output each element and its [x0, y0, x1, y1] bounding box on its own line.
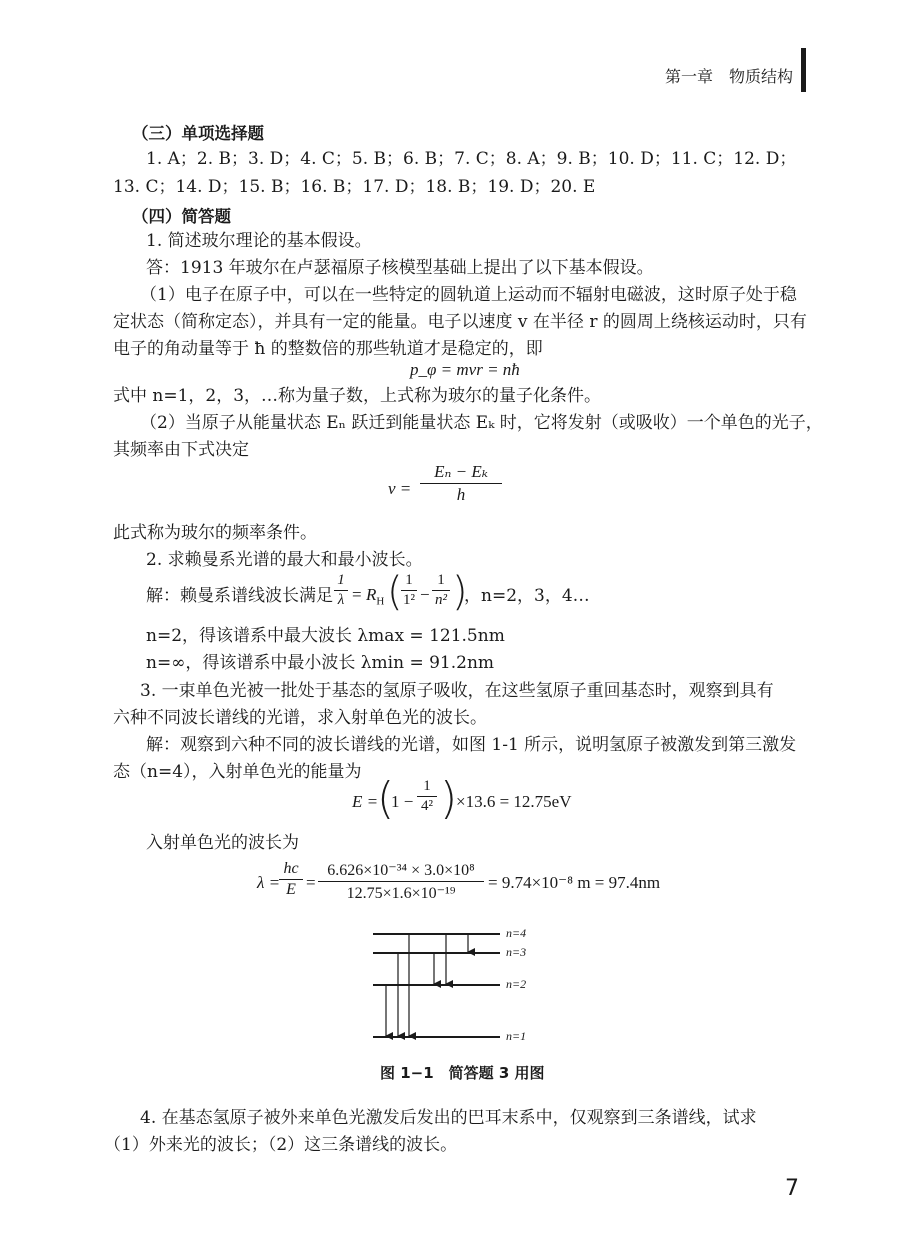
quantization-equation: p_φ = mvr = nħ	[410, 360, 520, 379]
level-label-n1: n=1	[506, 1029, 527, 1043]
numerator: 1	[437, 572, 445, 588]
q3-line1: 3. 一束单色光被一批处于基态的氢原子吸收，在这些氢原子重回基态时，观察到具有	[140, 681, 774, 701]
freq-eq-fraction	[420, 462, 502, 505]
quantization-note: 式中 n=1，2，3，…称为量子数，上式称为玻尔的量子化条件。	[113, 386, 602, 406]
section-title-single-choice: （三）单项选择题	[132, 124, 264, 143]
freq-eq-lhs: ν =	[388, 479, 412, 498]
q1-para1-line2: 定状态（简称定态），并具有一定的能量。电子以速度 v 在半径 r 的圆周上绕核运动时，只有	[113, 312, 807, 332]
q3-solution-line2: 态（n=4），入射单色光的能量为	[113, 762, 362, 782]
header-rule	[801, 48, 806, 92]
q3-solution-line1: 解：观察到六种不同的波长谱线的光谱，如图 1-1 所示，说明氢原子被激发到第三激发	[146, 735, 797, 755]
page-number: 7	[785, 1176, 799, 1201]
q2-solution-suffix: ，n=2，3，4…	[464, 586, 590, 606]
energy-eq-rhs: ×13.6 = 12.75eV	[456, 792, 572, 811]
numerator: hc	[283, 860, 299, 877]
section-title-short-answer: （四）简答题	[132, 207, 231, 226]
freq-eq-denominator: h	[456, 485, 466, 504]
q2-question: 2. 求赖曼系光谱的最大和最小波长。	[146, 550, 423, 570]
q2-one-over-n-sq	[432, 572, 450, 609]
fraction-bar	[318, 881, 484, 882]
denominator: 1²	[403, 592, 415, 608]
minus-sign: −	[420, 585, 430, 604]
denominator: 4²	[421, 798, 433, 814]
numerator: 1	[337, 572, 345, 588]
chapter-header: 第一章 物质结构	[665, 67, 794, 86]
q2-one-over-lambda	[334, 572, 348, 609]
answers-line-1: 1. A；2. B；3. D；4. C；5. B；6. B；7. C；8. A；9. B；10. D；11. C；12. D；	[146, 149, 797, 169]
left-paren: (	[377, 773, 395, 824]
q2-solution-prefix: 解：赖曼系谱线波长满足	[146, 586, 333, 606]
q4-line2: （1）外来光的波长；（2）这三条谱线的波长。	[104, 1135, 458, 1155]
denominator: n²	[435, 592, 447, 608]
q4-line1: 4. 在基态氢原子被外来单色光激发后发出的巴耳末系中，仅观察到三条谱线，试求	[140, 1108, 757, 1128]
level-label-n2: n=2	[506, 977, 527, 991]
lambda-eq-hc-over-E	[279, 860, 303, 899]
q2-one-over-one-sq	[401, 572, 417, 609]
fraction-bar	[279, 879, 303, 880]
q3-line2: 六种不同波长谱线的光谱，求入射单色光的波长。	[113, 708, 487, 728]
wavelength-intro: 入射单色光的波长为	[146, 833, 299, 853]
numerator: 1	[423, 778, 431, 794]
q1-para2-line2: 其频率由下式决定	[113, 440, 249, 460]
rydberg-constant: $R_H$	[366, 585, 385, 608]
numerator: 1	[405, 572, 413, 588]
q1-para1-line1: （1）电子在原子中，可以在一些特定的圆轨道上运动而不辐射电磁波，这时原子处于稳	[140, 285, 797, 305]
level-label-n4: n=4	[506, 926, 527, 940]
q2-max-wavelength: n=2，得该谱系中最大波长 λmax = 121.5nm	[146, 626, 505, 646]
equals-sign: =	[352, 585, 362, 604]
right-paren: )	[452, 569, 468, 615]
fraction-bar	[420, 483, 502, 484]
lambda-eq-rhs: = 9.74×10⁻⁸ m = 97.4nm	[488, 873, 661, 892]
q1-para2-line1: （2）当原子从能量状态 Eₙ 跃迁到能量状态 Eₖ 时，它将发射（或吸收）一个单色的光子，	[140, 413, 823, 433]
denominator: 12.75×1.6×10⁻¹⁹	[346, 885, 456, 902]
q1-para1-line3: 电子的角动量等于 ħ 的整数倍的那些轨道才是稳定的，即	[113, 339, 543, 359]
right-paren: )	[440, 773, 458, 824]
lambda-eq-lhs: λ =	[257, 873, 281, 892]
q1-answer-intro: 答：1913 年玻尔在卢瑟福原子核模型基础上提出了以下基本假设。	[146, 258, 654, 278]
q1-question: 1. 简述玻尔理论的基本假设。	[146, 231, 372, 251]
freq-eq-numerator: Eₙ − Eₖ	[434, 462, 488, 481]
answers-line-2: 13. C；14. D；15. B；16. B；17. D；18. B；19. D；20. E	[113, 177, 596, 197]
level-label-n3: n=3	[506, 945, 527, 959]
denominator: λ	[337, 592, 345, 608]
fraction-bar	[401, 590, 417, 591]
freq-note: 此式称为玻尔的频率条件。	[113, 523, 317, 543]
equals-sign: =	[306, 873, 316, 892]
denominator: E	[286, 881, 296, 898]
fraction-bar	[417, 796, 437, 797]
numerator: 6.626×10⁻³⁴ × 3.0×10⁸	[327, 862, 475, 879]
energy-eq-lhs: E =	[352, 792, 379, 811]
energy-eq-inner: 1 −	[391, 792, 414, 811]
energy-eq-fraction	[417, 778, 437, 815]
fraction-bar	[432, 590, 450, 591]
q2-min-wavelength: n=∞，得该谱系中最小波长 λmin = 91.2nm	[146, 653, 495, 673]
fraction-bar	[334, 590, 348, 591]
left-paren: (	[387, 569, 403, 615]
lambda-eq-numeric-fraction	[318, 860, 484, 903]
figure-caption: 图 1−1 简答题 3 用图	[380, 1064, 545, 1082]
